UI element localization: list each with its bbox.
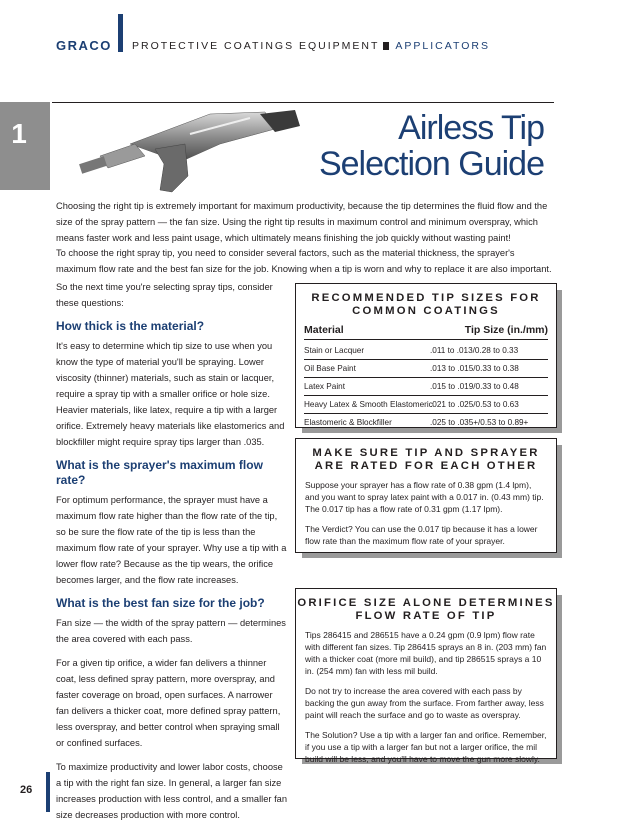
tip-size-cell: .021 to .025/0.53 to 0.63 bbox=[430, 400, 519, 409]
page-title bbox=[300, 110, 544, 182]
tip-size-cell: .025 to .035+/0.53 to 0.89+ bbox=[430, 418, 529, 427]
fan-size-paragraph-2: For a given tip orifice, a wider fan delivers a thinner coat, less defined spray pattern, more overspray, and faster coverage on broad, open surfaces. A narrower fan delivers a thicker coat, more defined spray pattern, less overspray, and better control when spraying small or confined surfaces. bbox=[56, 658, 281, 748]
table-row bbox=[304, 342, 548, 360]
column-header-material: Material bbox=[304, 324, 344, 336]
material-cell: Latex Paint bbox=[304, 382, 345, 391]
left-column bbox=[56, 279, 288, 831]
question-thickness-heading: How thick is the material? bbox=[56, 319, 205, 333]
table-row bbox=[304, 396, 548, 414]
orifice-paragraph-3: The Solution? Use a tip with a larger fan and orifice. Remember, if you use a tip with a larger fan but not a larger orifice, the mil build will be less, and you'll have to move the gun more slowly. bbox=[305, 730, 547, 764]
title-rule bbox=[52, 102, 554, 103]
rating-heading: MAKE SURE TIP AND SPRAYER ARE RATED FOR EACH OTHER bbox=[312, 447, 540, 472]
fan-size-paragraph-1: Fan size — the width of the spray pattern — determines the area covered with each pass. bbox=[56, 618, 286, 644]
chapter-number: 1 bbox=[11, 118, 27, 149]
lead-paragraph: So the next time you're selecting spray tips, consider these questions: bbox=[56, 282, 273, 308]
orifice-paragraph-2: Do not try to increase the area covered with each pass by backing the gun away from the surface. From farther away, less paint will reach the surface and go to waste as overspray. bbox=[305, 686, 544, 720]
orifice-paragraph-1: Tips 286415 and 286515 have a 0.24 gpm (0.9 lpm) flow rate with different fan sizes. Tip 286415 sprays an 8 in. (203 mm) fan with a thicker coat (more mil build), and tip 286515 sprays a 10 in. (254 mm) fan with less mil build. bbox=[305, 630, 547, 676]
title-line-1: Airless Tip bbox=[398, 109, 544, 147]
question-thickness-text: It's easy to determine which tip size to use when you know the type of material you'll be spraying. Lower viscosity (thinner) materials, such as stain or lacquer, require a spray tip with a smaller orifice or hole size. Heavier materials, like latex, require a tip with a larger orifice. Extremely heavy materials like elastomerics and blockfiller might require spray tips larger than .035. bbox=[56, 341, 285, 447]
material-cell: Elastomeric & Blockfiller bbox=[304, 418, 392, 427]
title-line-2: Selection Guide bbox=[318, 145, 544, 183]
table-row bbox=[304, 360, 548, 378]
spray-gun-image bbox=[60, 104, 320, 194]
material-cell: Heavy Latex & Smooth Elastomeric bbox=[304, 400, 433, 409]
recommended-tip-sizes-box bbox=[295, 283, 557, 428]
question-fan-size-heading: What is the best fan size for the job? bbox=[56, 596, 265, 610]
rating-verdict-paragraph: The Verdict? You can use the 0.017 tip because it has a lower flow rate than the maximum flow rate of your sprayer. bbox=[305, 524, 538, 546]
tip-size-cell: .011 to .013/0.28 to 0.33 bbox=[430, 346, 519, 355]
table-row bbox=[304, 378, 548, 396]
tip-size-cell: .013 to .015/0.33 to 0.38 bbox=[430, 364, 519, 373]
question-flow-rate-text: For optimum performance, the sprayer must have a maximum flow rate higher than the flow rate of the tip, so be sure the flow rate of the tip is less than the maximum flow rate of your sprayer. Why use a tip with a lower flow rate? Because as the tip wears, the orifice becomes larger, and the flow rate increases. bbox=[56, 495, 287, 585]
tip-size-cell: .015 to .019/0.33 to 0.48 bbox=[430, 382, 519, 391]
column-header-tip-size: Tip Size (in./mm) bbox=[464, 324, 548, 336]
rating-example-paragraph: Suppose your sprayer has a flow rate of 0.38 gpm (1.4 lpm), and you want to spray latex paint with a 0.017 in. (0.43 mm) tip. The 0.017 tip has a flow rate of 0.31 gpm (1.17 lpm). bbox=[305, 480, 544, 514]
orifice-size-box bbox=[295, 588, 557, 764]
intro-paragraph-1: Choosing the right tip is extremely important for maximum productivity, because the tip determines the fluid flow and the size of the spray pattern — the fan size. Using the right tip results in maximum control and minimum overspray, which means faster work and less paint usage, which ultimately means finishing the job quickly without wasting paint! bbox=[56, 201, 548, 243]
material-cell: Stain or Lacquer bbox=[304, 346, 365, 355]
orifice-heading: ORIFICE SIZE ALONE DETERMINES FLOW RATE OF TIP bbox=[297, 597, 555, 622]
header-section-line bbox=[132, 40, 490, 52]
tip-sizes-table-body bbox=[296, 342, 556, 431]
tip-sizes-table-header bbox=[304, 324, 548, 340]
table-row bbox=[304, 414, 548, 431]
tip-sprayer-rating-box bbox=[295, 438, 557, 553]
footer-divider bbox=[46, 772, 50, 812]
brand-logo: GRACO bbox=[56, 38, 112, 53]
fan-size-paragraph-3: To maximize productivity and lower labor costs, choose a tip with the right fan size. In general, a larger fan size increases production with less control, and a smaller fan size decreases production with more control. bbox=[56, 762, 287, 820]
page-number: 26 bbox=[20, 784, 33, 796]
intro-paragraph-2: To choose the right spray tip, you need to consider several factors, such as the material thickness, the sprayer's maximum flow rate and the best fan size for the job. Knowing when a tip is worn and why to replace it are also important. bbox=[56, 248, 552, 274]
header-divider bbox=[118, 14, 123, 52]
header-section: PROTECTIVE COATINGS EQUIPMENT bbox=[132, 40, 380, 52]
tip-sizes-heading: RECOMMENDED TIP SIZES FOR COMMON COATINGS bbox=[311, 292, 541, 317]
header-separator-icon bbox=[383, 42, 389, 50]
material-cell: Oil Base Paint bbox=[304, 364, 356, 373]
question-flow-rate-heading: What is the sprayer's maximum flow rate? bbox=[56, 458, 263, 487]
header-subsection: APPLICATORS bbox=[395, 40, 490, 52]
